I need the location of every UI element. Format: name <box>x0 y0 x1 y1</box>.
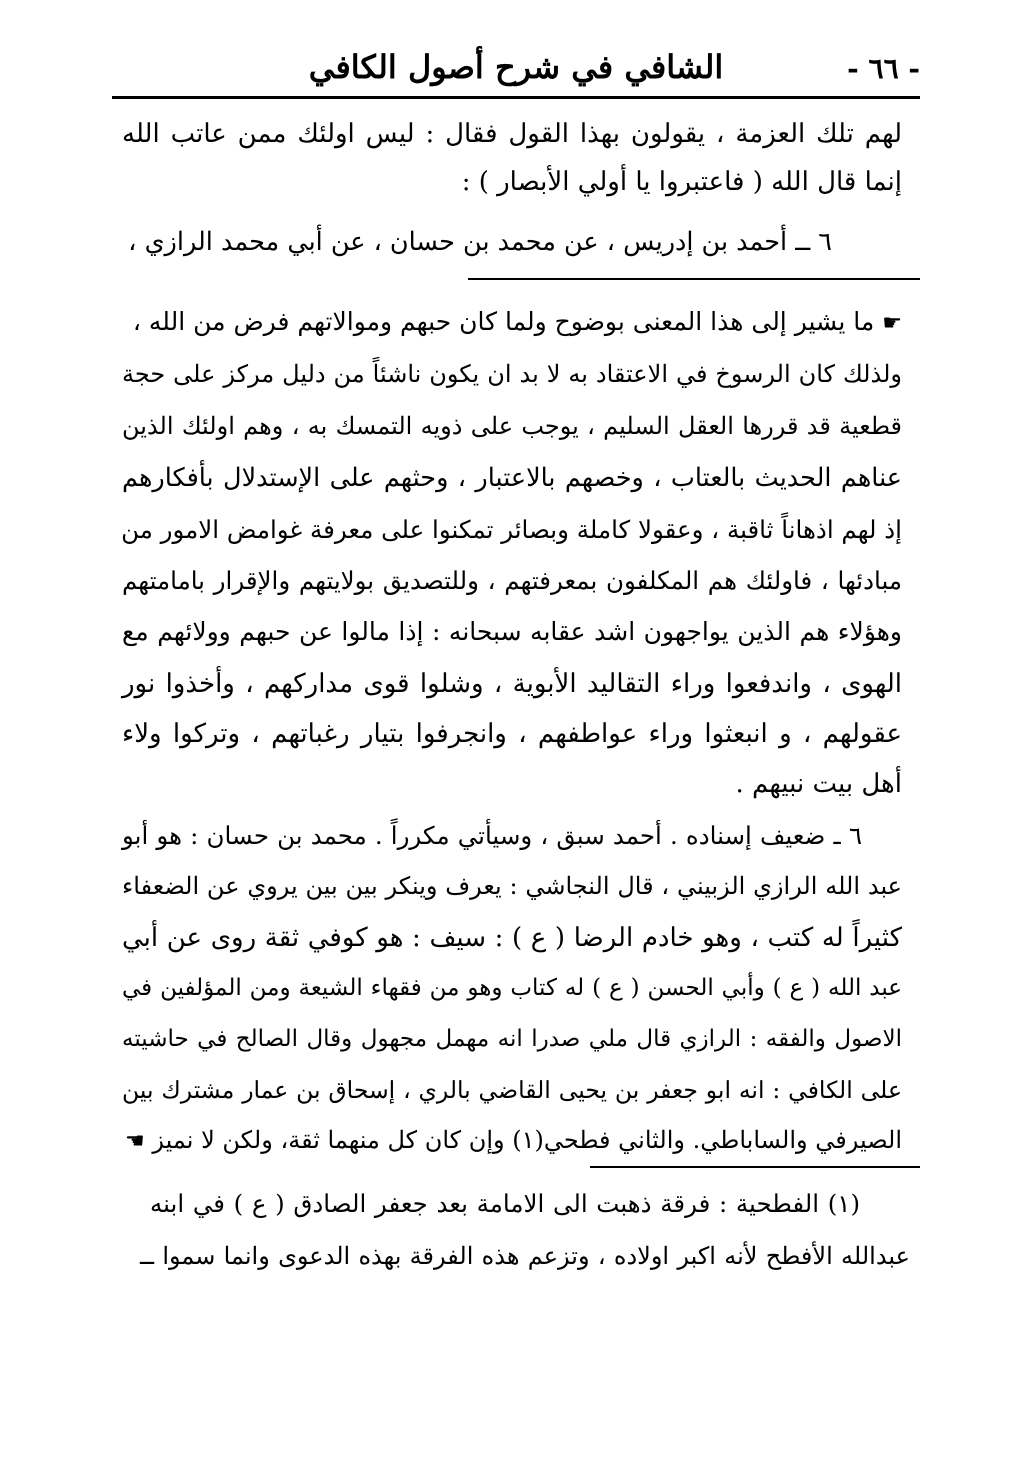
commentary-text: ما يشير إلى هذا المعنى بوضوح ولما كان حبهم وموالاتهم فرض من الله ، <box>132 307 875 336</box>
pointing-hand-icon: ☛ <box>124 1128 145 1154</box>
commentary-line: الاصول والفقه : الرازي قال ملي صدرا انه مهمل مجهول وقال الصالح في حاشيته <box>122 1026 902 1052</box>
main-line: لهم تلك العزمة ، يقولون بهذا القول فقال : ليس اولئك ممن عاتب الله <box>122 119 902 149</box>
commentary-line: أهل بيت نبيهم . <box>735 769 902 799</box>
footnote-rule <box>590 1166 920 1168</box>
footnote-line: عبدالله الأفطح لأنه اكبر اولاده ، وتزعم هذه الفرقة بهذه الدعوى وانما سموا ــ <box>140 1242 910 1270</box>
commentary-line: الهوى ، واندفعوا وراء التقاليد الأبوية ، وشلوا قوى مداركهم ، وأخذوا نور <box>122 669 902 699</box>
main-line: ٦ ــ أحمد بن إدريس ، عن محمد بن حسان ، عن أبي محمد الرازي ، <box>128 227 832 257</box>
commentary-line: عناهم الحديث بالعتاب ، وخصهم بالاعتبار ، وحثهم على الإستدلال بأفكارهم <box>122 463 902 493</box>
commentary-line: كثيراً له كتب ، وهو خادم الرضا ( ع ) : سيف : هو كوفي ثقة روى عن أبي <box>122 923 902 953</box>
page-number: - ٦٦ - <box>847 52 920 85</box>
commentary-line: ٦ ـ ضعيف إسناده . أحمد سبق ، وسيأتي مكرراً . محمد بن حسان : هو أبو <box>122 821 862 850</box>
commentary-line: وهؤلاء هم الذين يواجهون اشد عقابه سبحانه : إذا مالوا عن حبهم وولائهم مع <box>122 617 902 646</box>
commentary-line-first <box>122 304 902 340</box>
commentary-line: إذ لهم اذهاناً ثاقبة ، وعقولا كاملة وبصائر تمكنوا على معرفة غوامض الامور من <box>121 515 902 544</box>
page-title: الشافي في شرح أصول الكافي <box>308 48 724 86</box>
pointing-hand-icon: ☛ <box>882 310 902 336</box>
section-rule <box>468 278 920 280</box>
header-rule <box>112 96 920 99</box>
footnote-line: (١) الفطحية : فرقة ذهبت الى الامامة بعد جعفر الصادق ( ع ) في ابنه <box>150 1189 860 1218</box>
commentary-line: على الكافي : انه ابو جعفر بن يحيى القاضي بالري ، إسحاق بن عمار مشترك بين <box>122 1076 902 1104</box>
commentary-line: عبد الله الرازي الزبيني ، قال النجاشي : يعرف وينكر بين بين يروي عن الضعفاء <box>122 872 902 900</box>
commentary-line: مبادئها ، فاولئك هم المكلفون بمعرفتهم ، وللتصديق بولايتهم والإقرار بامامتهم <box>122 566 902 595</box>
commentary-line: ولذلك كان الرسوخ في الاعتقاد به لا بد ان يكون ناشئاً من دليل مركز على حجة <box>122 360 902 388</box>
page-header <box>112 42 920 92</box>
commentary-line: قطعية قد قررها العقل السليم ، يوجب على ذويه التمسك به ، وهم اولئك الذين <box>122 412 902 440</box>
commentary-line: عبد الله ( ع ) وأبي الحسن ( ع ) له كتاب وهو من فقهاء الشيعة ومن المؤلفين في <box>122 975 902 1001</box>
main-line: إنما قال الله ( فاعتبروا يا أولي الأبصار ) : <box>461 167 902 197</box>
commentary-line: عقولهم ، و انبعثوا وراء عواطفهم ، وانجرفوا بتيار رغباتهم ، وتركوا ولاء <box>122 719 902 749</box>
commentary-line-last <box>122 1122 902 1158</box>
commentary-text: الصيرفي والساباطي. والثاني فطحي(١) وإن كان كل منهما ثقة، ولكن لا نميز <box>152 1126 902 1154</box>
